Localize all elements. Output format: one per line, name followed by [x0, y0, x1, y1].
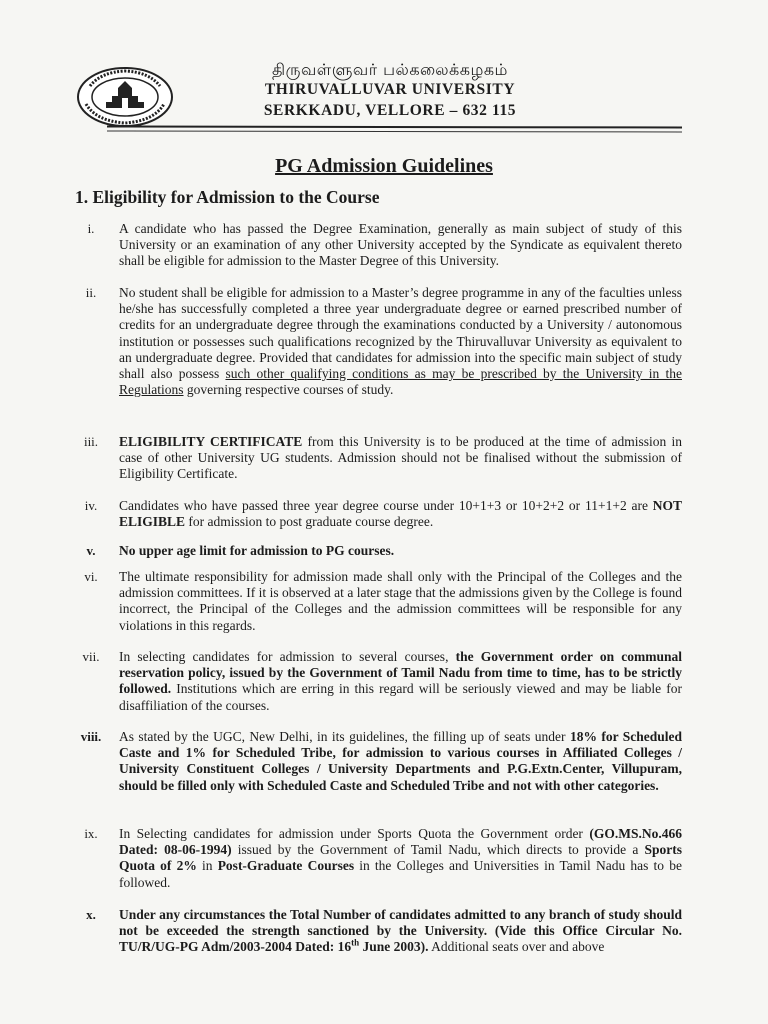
- item-number: vii.: [82, 649, 100, 664]
- item-number: iv.: [84, 498, 98, 513]
- item-number: v.: [86, 543, 96, 558]
- university-address: SERKKADU, VELLORE – 632 115: [263, 102, 517, 119]
- section-heading: 1. Eligibility for Admission to the Course: [75, 187, 380, 207]
- item-number: iii.: [83, 434, 99, 449]
- item-number: x.: [86, 907, 96, 922]
- item-text: Under any circumstances the Total Number of candidates admitted to any branch of study should not be exceeded the strength sanctioned by the University. (Vide this Office Circular No. TU/R/UG-PG Adm/2003-2004 Dated: 16th June 2003). Additional seats over and above: [119, 907, 682, 955]
- item-number: vi.: [84, 569, 98, 584]
- item-text: As stated by the UGC, New Delhi, in its guidelines, the filling up of seats under 18% for Scheduled Caste and 1% for Scheduled Tribe, for admission to various courses in Affiliated Colleges / University Constituent Colleges / University Departments and P.G.Extn.Center, Villupuram, should be filled only with Scheduled Caste and Scheduled Tribe and not with other categories.: [119, 729, 682, 793]
- item-number: ii.: [85, 285, 97, 300]
- item-text: In selecting candidates for admission to several courses, the Government order on communal reservation policy, issued by the Government of Tamil Nadu from time to time, has to be strictly followed. Institutions which are erring in this regard will be seriously viewed and may be liable for disaffiliation of the courses.: [119, 649, 682, 713]
- item-number: ix.: [84, 826, 98, 841]
- header-divider-thin: [107, 130, 682, 132]
- item-text: The ultimate responsibility for admission made shall only with the Principal of the Colleges and the admission committees. If it is observed at a later stage that the admissions given by the College is found incorrect, the Principal of the Colleges and the admission committees will be responsible for any violations in this regards.: [119, 569, 682, 633]
- item-number: viii.: [80, 729, 102, 744]
- item-text: In Selecting candidates for admission under Sports Quota the Government order (GO.MS.No.466 Dated: 08-06-1994) issued by the Government of Tamil Nadu, which directs to provide a Sports Quota of 2% in Post-Graduate Courses in the Colleges and Universities in Tamil Nadu has to be followed.: [119, 826, 682, 890]
- item-text: ELIGIBILITY CERTIFICATE from this University is to be produced at the time of admission in case of other University UG students. Admission should not be finalised without the submission of Eligibility Certificate.: [119, 434, 682, 482]
- header-divider-thick: [107, 125, 682, 128]
- university-logo: [76, 66, 174, 128]
- university-name: THIRUVALLUVAR UNIVERSITY: [264, 81, 516, 98]
- page-title: PG Admission Guidelines: [275, 155, 493, 177]
- item-text: Candidates who have passed three year degree course under 10+1+3 or 10+2+2 or 11+1+2 are NOT ELIGIBLE for admission to post graduate course degree.: [119, 498, 682, 530]
- item-text: A candidate who has passed the Degree Examination, generally as main subject of study of this University or an examination of any other University accepted by the Syndicate as equivalent thereto shall be eligible for admission to the Master Degree of this University.: [119, 221, 682, 269]
- item-number: i.: [87, 221, 95, 236]
- tamil-university-name: திருவள்ளுவர் பல்கலைக்கழகம்: [272, 60, 508, 79]
- item-text: No student shall be eligible for admission to a Master’s degree programme in any of the faculties unless he/she has successfully completed a three year undergraduate degree or earned prescribed number of credits for an undergraduate degree through the examinations conducted by a University / autonomous institution or possesses such qualifications recognized by the Thiruvalluvar University as equivalent to an undergraduate degree. Provided that candidates for admission into the specific main subject of study shall also possess such other qualifying conditions as may be prescribed by the University in the Regulations governing respective courses of study.: [119, 285, 682, 398]
- item-text: No upper age limit for admission to PG courses.: [119, 543, 395, 558]
